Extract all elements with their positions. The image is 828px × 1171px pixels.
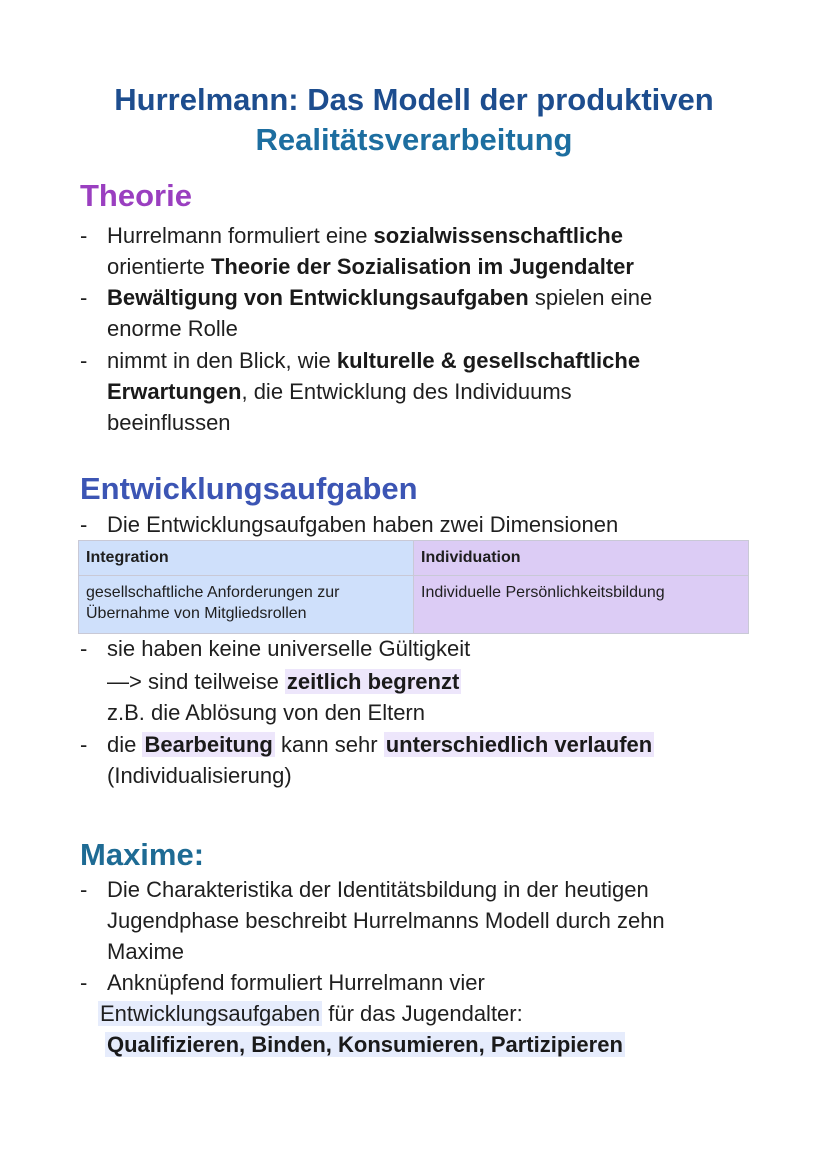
entw-bullet-2-line-3: z.B. die Ablösung von den Eltern — [107, 700, 425, 725]
heading-maxime: Maxime: — [80, 837, 205, 872]
bullet-dash: - — [80, 285, 88, 310]
maxime-bullet-1-line-3: Maxime — [107, 939, 185, 964]
bullet-dash: - — [80, 348, 88, 373]
title-line-1: Hurrelmann: Das Modell der produktiven — [114, 82, 714, 117]
theorie-bullet-1-line-2: orientierte Theorie der Sozialisation im Jugendalter — [107, 254, 634, 279]
table-header-individuation: Individuation — [414, 541, 749, 576]
bullet-dash: - — [80, 970, 88, 995]
theorie-bullet-3-line-3: beeinflussen — [107, 410, 231, 435]
theorie-bullet-1-line-1: Hurrelmann formuliert eine sozialwissenschaftliche — [107, 223, 623, 248]
table-row — [79, 576, 749, 634]
theorie-bullet-2-line-2: enorme Rolle — [107, 316, 238, 341]
table-cell-individuation: Individuelle Persönlichkeitsbildung — [414, 576, 749, 634]
maxime-bullet-1-line-1: Die Charakteristika der Identitätsbildung in der heutigen — [107, 877, 649, 902]
theorie-bullet-2-line-1: Bewältigung von Entwicklungsaufgaben spielen eine — [107, 285, 653, 310]
theorie-bullet-3-line-1: nimmt in den Blick, wie kulturelle & gesellschaftliche — [107, 348, 641, 373]
dimensions-table — [78, 540, 749, 634]
entw-bullet-2-line-2: —> sind teilweise zeitlich begrenzt — [107, 669, 460, 694]
entw-bullet-2-line-1: sie haben keine universelle Gültigkeit — [107, 636, 471, 661]
bullet-dash: - — [80, 732, 88, 757]
entw-bullet-3-line-2: (Individualisierung) — [107, 763, 292, 788]
title-line-2: Realitätsverarbeitung — [255, 122, 573, 157]
table-header-row — [79, 541, 749, 576]
maxime-bullet-2-line-1: Anknüpfend formuliert Hurrelmann vier — [107, 970, 485, 995]
entw-bullet-3-line-1: die Bearbeitung kann sehr unterschiedlich verlaufen — [107, 732, 653, 757]
table-header-integration: Integration — [79, 541, 414, 576]
bullet-dash: - — [80, 223, 88, 248]
maxime-bullet-1-line-2: Jugendphase beschreibt Hurrelmanns Modell durch zehn — [107, 908, 665, 933]
table-cell-integration: gesellschaftliche Anforderungen zur Übernahme von Mitgliedsrollen — [79, 576, 414, 634]
entw-intro: Die Entwicklungsaufgaben haben zwei Dimensionen — [107, 512, 619, 537]
heading-entwicklungsaufgaben: Entwicklungsaufgaben — [80, 471, 418, 506]
bullet-dash: - — [80, 636, 88, 661]
bullet-dash: - — [80, 512, 88, 537]
theorie-bullet-3-line-2: Erwartungen, die Entwicklung des Individuums — [107, 379, 572, 404]
bullet-dash: - — [80, 877, 88, 902]
heading-theorie: Theorie — [80, 178, 192, 213]
maxime-bullet-2-line-3: Qualifizieren, Binden, Konsumieren, Partizipieren — [107, 1032, 623, 1057]
maxime-bullet-2-line-2: Entwicklungsaufgaben für das Jugendalter: — [100, 1001, 523, 1026]
